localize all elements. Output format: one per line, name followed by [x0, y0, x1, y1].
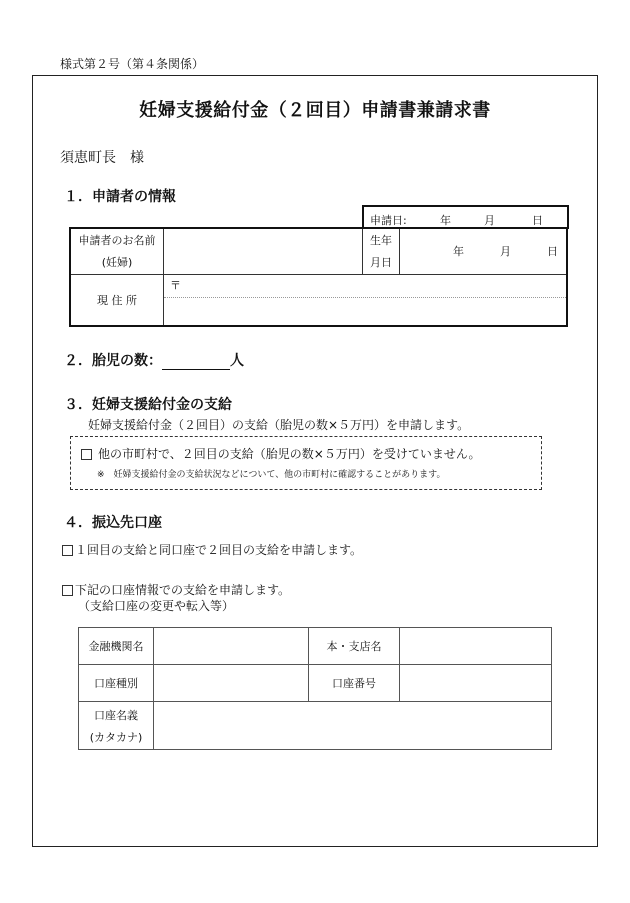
holder-label-sub: (カタカナ) — [89, 730, 143, 744]
option1-checkbox[interactable] — [62, 545, 73, 556]
birthdate-input-cell[interactable] — [400, 228, 568, 274]
fetus-unit: 人 — [230, 353, 244, 369]
address-label: 現 住 所 — [97, 293, 137, 307]
name-label: 申請者のお名前 — [78, 234, 156, 248]
holder-label: 口座名義 — [94, 708, 138, 722]
birth-label-cell — [363, 228, 400, 274]
application-date-box — [362, 205, 569, 229]
recipient: 須恵町長 様 — [60, 150, 144, 166]
birth-day: 日 — [547, 245, 558, 259]
fetus-count-row — [64, 350, 244, 370]
account-type-input[interactable] — [154, 665, 309, 702]
bank-name-label: 金融機関名 — [79, 628, 154, 665]
holder-input[interactable] — [154, 702, 552, 750]
option1-row — [62, 541, 362, 558]
birth-year: 年 — [453, 245, 464, 259]
bank-name-input[interactable] — [154, 628, 309, 665]
branch-name-input[interactable] — [400, 628, 552, 665]
confirm-checkbox[interactable] — [81, 449, 92, 460]
address-input-cell[interactable] — [164, 274, 568, 326]
account-number-label: 口座番号 — [309, 665, 400, 702]
date-month: 月 — [484, 214, 495, 227]
section3-heading: ３．妊婦支援給付金の支給 — [64, 397, 232, 413]
page-title: 妊婦支援給付金（２回目）申請書兼請求書 — [139, 100, 491, 121]
section2-heading: ２．胎児の数： — [64, 353, 162, 369]
date-label: 申請日: — [370, 214, 407, 227]
confirm-row — [81, 445, 481, 462]
form-number: 様式第２号（第４条関係） — [60, 57, 205, 71]
date-year: 年 — [440, 214, 451, 227]
applicant-table — [69, 227, 568, 327]
section1-heading: １．申請者の情報 — [64, 189, 176, 205]
option2-row — [62, 581, 290, 598]
fetus-count-input[interactable] — [162, 355, 230, 370]
name-label-sub: (妊婦) — [101, 256, 133, 270]
address-label-cell — [70, 274, 164, 326]
birth-label-sub: 月日 — [370, 256, 392, 270]
name-label-cell — [70, 228, 164, 274]
name-input-cell[interactable] — [164, 228, 363, 274]
birth-label: 生年 — [370, 234, 392, 248]
option2-text: 下記の口座情報での支給を申請します。 — [75, 583, 291, 597]
bank-table — [78, 627, 552, 750]
confirm-text: 他の市町村で、２回目の支給（胎児の数×５万円）を受けていません。 — [98, 447, 481, 461]
date-day: 日 — [532, 214, 543, 227]
confirmation-box — [70, 436, 542, 490]
section4-heading: ４．振込先口座 — [64, 515, 162, 531]
postal-mark: 〒 — [170, 278, 181, 292]
birth-month: 月 — [500, 245, 511, 259]
holder-label-cell — [79, 702, 154, 750]
confirm-note: ※ 妊婦支援給付金の支給状況などについて、他の市町村に確認することがあります。 — [97, 470, 446, 480]
account-type-label: 口座種別 — [79, 665, 154, 702]
branch-name-label: 本・支店名 — [309, 628, 400, 665]
option2-checkbox[interactable] — [62, 585, 73, 596]
option1-text: １回目の支給と同口座で２回目の支給を申請します。 — [75, 543, 363, 557]
account-number-input[interactable] — [400, 665, 552, 702]
option2-sub: （支給口座の変更や転入等） — [78, 599, 235, 613]
section3-statement: 妊婦支援給付金（２回目）の支給（胎児の数×５万円）を申請します。 — [88, 418, 470, 432]
